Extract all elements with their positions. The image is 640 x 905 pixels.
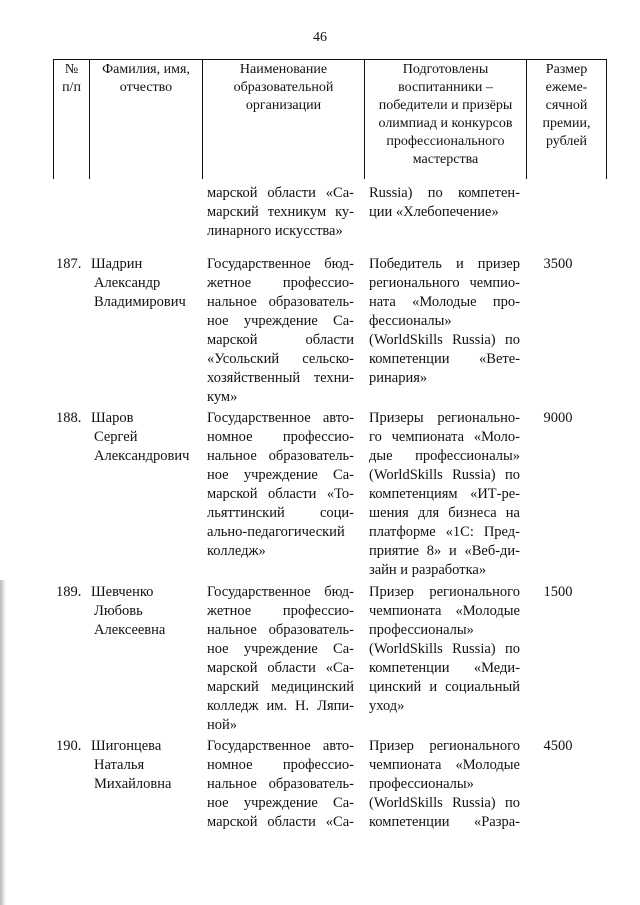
text-line: Государственное авто- xyxy=(207,410,354,426)
text-line: ное учреждение Са- xyxy=(207,795,354,811)
text-line: зайн и разработка» xyxy=(369,562,487,578)
text-line: профессионалы» xyxy=(369,776,474,792)
row-number: 190. xyxy=(56,738,82,754)
text-line: Russia) по компетен- xyxy=(369,185,520,201)
text-line: Призер регионального xyxy=(369,584,520,600)
text-line: колледж им. Н. Ляпи- xyxy=(207,698,354,714)
row-achievement xyxy=(369,409,520,580)
row-premium: 3500 xyxy=(543,256,573,272)
row-org xyxy=(207,255,354,407)
text-line: кум» xyxy=(207,389,238,405)
row-number: 188. xyxy=(56,410,82,426)
row-number: 189. xyxy=(56,584,82,600)
row-premium: 4500 xyxy=(543,738,573,754)
name-line: Любовь xyxy=(94,603,143,619)
header-line: Наименование xyxy=(239,62,328,77)
text-line: шения для бизнеса на xyxy=(369,505,520,521)
text-line: ное учреждение Са- xyxy=(207,641,354,657)
text-line: ное учреждение Са- xyxy=(207,467,354,483)
name-line: Алексеевна xyxy=(94,622,166,638)
text-line: колледж» xyxy=(207,543,266,559)
row-premium: 9000 xyxy=(543,410,573,426)
text-line: ринария» xyxy=(369,370,428,386)
row-name xyxy=(91,255,203,312)
text-line: линарного искусства» xyxy=(207,223,343,239)
header-line: отчество xyxy=(119,80,173,95)
text-line: Государственное бюд- xyxy=(207,256,354,272)
text-line: ната «Молодые про- xyxy=(369,294,520,310)
header-line: Фамилия, имя, xyxy=(102,62,190,77)
name-line: Владимирович xyxy=(94,294,186,310)
text-line: номное профессио- xyxy=(207,429,354,445)
text-line: нальное образователь- xyxy=(207,776,354,792)
header-line: премии, xyxy=(542,116,591,131)
continuation-achievement xyxy=(369,184,520,222)
header-line: Размер xyxy=(545,62,588,77)
header-line: рублей xyxy=(545,134,588,149)
name-line: Михайловна xyxy=(94,776,172,792)
text-line: го чемпионата «Моло- xyxy=(369,429,520,445)
row-premium: 1500 xyxy=(543,584,573,600)
row-org xyxy=(207,583,354,735)
text-line: чемпионата «Молодые xyxy=(369,603,520,619)
text-line: марской области «Са- xyxy=(207,185,354,201)
name-line: Наталья xyxy=(94,757,145,773)
row-number: 187. xyxy=(56,256,82,272)
text-line: фессионалы» xyxy=(369,313,452,329)
text-line: нальное образователь- xyxy=(207,294,354,310)
row-name xyxy=(91,737,203,794)
name-line: Александрович xyxy=(94,448,190,464)
text-line: марской области xyxy=(207,332,354,348)
text-line: ально-педагогический xyxy=(207,524,345,540)
header-top-border xyxy=(53,59,607,60)
text-line: компетенции «Меди- xyxy=(369,660,520,676)
text-line: дые профессионалы» xyxy=(369,448,520,464)
header-org xyxy=(203,61,364,115)
text-line: цинский и социальный xyxy=(369,679,520,695)
text-line: ное учреждение Са- xyxy=(207,313,354,329)
text-line: марский техникум ку- xyxy=(207,204,354,220)
row-name xyxy=(91,409,203,466)
name-line: Сергей xyxy=(94,429,138,445)
header-num xyxy=(54,61,89,97)
header-line: ежеме- xyxy=(545,80,588,95)
name-line: Шевченко xyxy=(91,584,154,600)
name-line: Александр xyxy=(94,275,161,291)
text-line: профессионалы» xyxy=(369,622,474,638)
text-line: Призер регионального xyxy=(369,738,520,754)
text-line: приятие 8» и «Веб-ди- xyxy=(369,543,520,559)
header-line: п/п xyxy=(62,80,81,95)
header-line: сячной xyxy=(545,98,588,113)
header-line: организации xyxy=(245,98,322,113)
text-line: (WorldSkills Russia) по xyxy=(369,795,520,811)
text-line: (WorldSkills Russia) по xyxy=(369,467,520,483)
text-line: уход» xyxy=(369,698,405,714)
text-line: марский медицинский xyxy=(207,679,354,695)
text-line: марской области «Са- xyxy=(207,814,354,830)
text-line: чемпионата «Молодые xyxy=(369,757,520,773)
row-achievement xyxy=(369,255,520,388)
text-line: жетное профессио- xyxy=(207,603,354,619)
header-line: Подготовлены xyxy=(402,62,489,77)
row-achievement xyxy=(369,583,520,716)
text-line: платформе «1С: Пред- xyxy=(369,524,520,540)
text-line: «Усольский сельско- xyxy=(207,351,354,367)
page-number: 46 xyxy=(313,30,327,45)
header-line: воспитанники – xyxy=(398,80,493,95)
header-line: профессионального xyxy=(386,134,505,149)
name-line: Шаров xyxy=(91,410,134,426)
text-line: (WorldSkills Russia) по xyxy=(369,641,520,657)
text-line: (WorldSkills Russia) по xyxy=(369,332,520,348)
text-line: марской области «То- xyxy=(207,486,354,502)
text-line: компетенции «Вете- xyxy=(369,351,520,367)
text-line: Победитель и призер xyxy=(369,256,520,272)
text-line: Государственное бюд- xyxy=(207,584,354,600)
scan-edge-shadow xyxy=(0,580,6,905)
header-name xyxy=(90,61,202,97)
text-line: регионального чемпио- xyxy=(369,275,520,291)
text-line: ции «Хлебопечение» xyxy=(369,204,499,220)
text-line: льяттинский соци- xyxy=(207,505,354,521)
text-line: ной» xyxy=(207,717,238,733)
text-line: номное профессио- xyxy=(207,757,354,773)
header-line: образовательной xyxy=(233,80,334,95)
text-line: нальное образователь- xyxy=(207,622,354,638)
text-line: Государственное авто- xyxy=(207,738,354,754)
row-name xyxy=(91,583,203,640)
name-line: Шадрин xyxy=(91,256,143,272)
text-line: марской области «Са- xyxy=(207,660,354,676)
row-org xyxy=(207,737,354,832)
text-line: нальное образователь- xyxy=(207,448,354,464)
text-line: хозяйственный техни- xyxy=(207,370,354,386)
name-line: Шигонцева xyxy=(91,738,162,754)
header-premium xyxy=(527,61,606,151)
text-line: Призеры регионально- xyxy=(369,410,520,426)
header-border-right xyxy=(606,59,607,179)
header-line: мастерства xyxy=(412,152,479,167)
header-line: № xyxy=(64,62,79,77)
text-line: компетенциям «ИТ-ре- xyxy=(369,486,520,502)
header-line: олимпиад и конкурсов xyxy=(378,116,513,131)
text-line: жетное профессио- xyxy=(207,275,354,291)
header-achievement xyxy=(365,61,526,169)
header-line: победители и призёры xyxy=(378,98,513,113)
table-header xyxy=(53,59,607,179)
row-achievement xyxy=(369,737,520,832)
text-line: компетенции «Разра- xyxy=(369,814,520,830)
row-org xyxy=(207,409,354,561)
continuation-org xyxy=(207,184,354,241)
